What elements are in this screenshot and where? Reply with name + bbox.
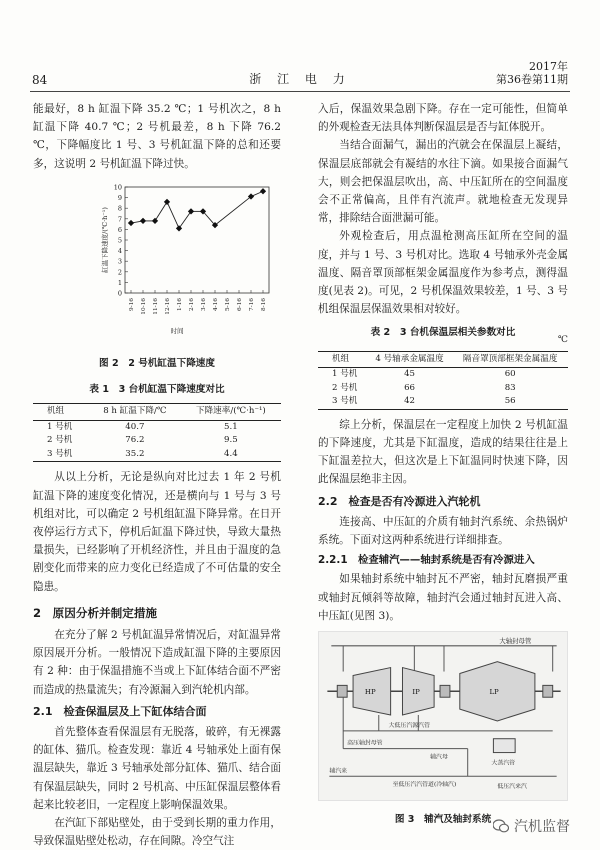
- y-tick-label: 9: [117, 193, 122, 202]
- table-row: [318, 368, 568, 382]
- bearing-shape: [440, 685, 450, 697]
- table-cell: 45: [404, 369, 415, 380]
- table-header: 8 h 缸温下降/℃: [89, 404, 181, 421]
- x-tick-label: 7-16: [249, 297, 255, 311]
- y-tick-label: 3: [117, 257, 122, 266]
- subsection-title: 2.1 检查保温层及上下缸体结合面: [33, 704, 207, 718]
- label-lp: LP: [489, 688, 499, 697]
- section-title: 2 原因分析并制定措施: [33, 605, 158, 620]
- subsection-title: 2.2 检查是否有冷源进入汽轮机: [318, 494, 481, 508]
- table-cell: 42: [367, 395, 453, 409]
- left-column: [33, 100, 281, 850]
- series-line-segment: [203, 211, 215, 225]
- paragraph: 从以上分析，无论是纵向对比过去 1 年 2 号机缸温下降的速度变化情况，还是横向与 1 号与 3 号机组对比，可以确定 2 号机组缸温下降异常。在日开夜停运行方式下，停机后缸温下降过快，导致大量热量损失，已经影响了开机经济性，并且由于温度的急剧变化而带来的应力变化已经造成了不可估量的安全隐患。: [33, 471, 281, 593]
- x-tick-label: 3-16: [201, 297, 207, 311]
- x-tick-label: 1-16: [177, 297, 183, 311]
- paragraph: 当结合面漏气，漏出的汽就会在保温层上凝结，保温层底部就会有凝结的水往下滴。如果接合面漏气大，则会把保温层吹出，高、中压缸所在的空间温度会不正常偏高，且伴有汽流声。就地检查无发现异常，排除结合面泄漏可能。: [318, 139, 568, 225]
- data-point: [260, 188, 266, 194]
- label-hp: HP: [364, 688, 376, 697]
- paragraph: 外观检查后，用点温枪测高压缸所在空间的温度，并与 1 号、3 号机对比。选取 4 号轴承外壳金属温度、隔音罩顶部框架金属温度作为参考点，测得温度(见表 2)。可见，2 号机保温效果较差，1 号、3 号机组保温层保温效果相对较好。: [318, 230, 568, 316]
- table-header: 4 号轴承金属温度: [367, 351, 453, 368]
- y-tick-label: 6: [117, 225, 122, 234]
- table-cell: 40.7: [125, 421, 145, 432]
- x-tick-label: 12-16: [165, 297, 171, 315]
- right-column: [318, 100, 568, 833]
- y-tick-label: 2: [117, 268, 122, 277]
- plot-frame: [125, 187, 269, 293]
- x-tick-label: 11-16: [153, 297, 159, 315]
- watermark-text: 汽机监督: [514, 819, 570, 835]
- table-header: 下降速率/(℃·h⁻¹): [181, 404, 281, 421]
- data-point: [128, 220, 134, 226]
- series-line-segment: [167, 202, 179, 229]
- x-tick-label: 6-16: [237, 297, 243, 311]
- watermark: [493, 816, 570, 836]
- table-2-unit: ℃: [557, 334, 568, 345]
- y-tick-label: 0: [117, 289, 122, 298]
- table-cell: 66: [404, 382, 415, 393]
- wechat-icon: [493, 819, 509, 833]
- data-point: [140, 218, 146, 224]
- table-cell: 35.2: [89, 448, 181, 462]
- table-header: 机组: [318, 351, 367, 368]
- y-tick-label: 10: [113, 183, 122, 192]
- table-row: [33, 420, 281, 434]
- y-tick-label: 5: [117, 236, 122, 245]
- series-line-segment: [155, 202, 167, 221]
- table-cell: 1 号机: [332, 369, 358, 380]
- table-1-caption: 表 1 3 台机缸温下降速度对比: [89, 384, 225, 396]
- paragraph: 在充分了解 2 号机缸温异常情况后，对缸温异常原因展开分析。一般情况下造成缸温下降的主要原因有 2 种：由于保温措施不当或上下缸体结合面不严密而造成的热量流失；有冷源漏入到汽轮机内部。: [33, 629, 281, 696]
- x-tick-label: 10-16: [141, 297, 147, 315]
- label-aux-steam: 辅汽母: [430, 754, 448, 761]
- table-cell: 2 号机: [332, 382, 358, 393]
- figure-3-caption: 图 3 辅汽及轴封系统: [394, 814, 492, 826]
- table-row: [33, 448, 281, 462]
- label-low-steam: 大蒸汽管: [491, 760, 516, 767]
- y-tick-label: 4: [117, 246, 122, 255]
- label-to-lp: 至低压汽汽管道(冷轴汽): [392, 782, 457, 789]
- table-row: [318, 395, 568, 409]
- x-tick-label: 8-16: [261, 297, 267, 311]
- steam-seal-diagram: [318, 631, 568, 801]
- table-cell: 56: [452, 395, 568, 409]
- x-tick-label: 4-16: [213, 297, 219, 311]
- journal-name: 浙 江 电 力: [249, 72, 351, 86]
- subsubsection-title: 2.2.1 检查辅汽——轴封系统是否有冷源进入: [318, 554, 535, 567]
- x-tick-label: 2-16: [189, 297, 195, 311]
- table-cell: 60: [504, 369, 516, 380]
- figure-2: [33, 173, 281, 373]
- line-chart: [33, 173, 281, 345]
- table-2: [318, 351, 568, 410]
- valve-box: [493, 739, 515, 753]
- x-axis-label: 时间: [170, 326, 184, 335]
- data-point: [188, 208, 194, 214]
- data-point: [164, 199, 170, 205]
- table-header: 机组: [33, 404, 89, 421]
- paragraph: 综上分析，保温层在一定程度上加快 2 号机缸温的下降速度，尤其是下缸温度，造成的结果往往是上下缸温差拉大，但这次是上下缸温同时快速下降，因此保温层绝非主因。: [318, 418, 568, 486]
- table-cell: 5.1: [224, 421, 238, 432]
- issue-year: 2017年: [529, 60, 568, 73]
- paragraph: 在汽缸下部贴壁处，由于受到长期的重力作用，导致保温贴壁处松动，存在间隙。冷空气注: [33, 817, 281, 848]
- paragraph: 能最好，8 h 缸温下降 35.2 ℃；1 号机次之，8 h 缸温下降 40.7 ℃；2 号机最差，8 h 下降 76.2 ℃，下降幅度比 1 号、3 号机缸温下降的总和还要多，这说明 2 号机缸温下降过快。: [33, 103, 281, 170]
- label-main-steam: 大轴封母管: [499, 636, 532, 645]
- y-axis-label: 缸温下降速度/(℃·h⁻¹): [101, 206, 109, 273]
- paragraph: 如果轴封系统中轴封瓦不严密，轴封瓦磨损严重或轴封瓦倾斜等故障，轴封汽会通过轴封瓦进入高、中压缸(见图 3)。: [318, 573, 568, 622]
- issue-volume: 第36卷第11期: [496, 73, 568, 86]
- table-cell: 3 号机: [33, 448, 89, 462]
- label-aux-steam-in: 辅汽来: [329, 768, 348, 775]
- table-cell: 4.4: [181, 448, 281, 462]
- table-cell: 83: [504, 382, 516, 393]
- label-lp-steam-source: 大低压汽源汽管: [388, 722, 431, 729]
- table-2-caption: 表 2 3 台机保温层相关参数对比: [370, 327, 516, 339]
- table-header: 隔音罩顶部框架金属温度: [452, 351, 568, 368]
- label-ip: IP: [412, 688, 420, 697]
- table-row: [33, 434, 281, 448]
- x-tick-label: 5-16: [225, 297, 231, 311]
- paragraph: 入后，保温效果急剧下降。存在一定可能性，但简单的外观检查无法具体判断保温层是否与缸体脱开。: [318, 103, 568, 134]
- series-line-segment: [179, 211, 191, 228]
- table-cell: 9.5: [224, 435, 238, 446]
- table-cell: 1 号机: [47, 421, 73, 432]
- bearing-shape: [337, 685, 347, 697]
- label-hp-seal-header: 高压轴封母管: [347, 740, 383, 747]
- page-number: 84: [32, 73, 48, 87]
- paragraph: 连接高、中压缸的介质有轴封汽系统、余热锅炉系统。下面对这两种系统进行详细排查。: [318, 515, 568, 547]
- table-cell: 2 号机: [47, 435, 73, 446]
- table-cell: 76.2: [125, 435, 145, 446]
- table-cell: 3 号机: [318, 395, 367, 409]
- page-header: [30, 58, 570, 92]
- y-tick-label: 1: [117, 278, 122, 287]
- figure-3: [318, 625, 568, 829]
- figure-2-caption: 图 2 2 号机缸温下降速度: [99, 358, 215, 370]
- table-row: [318, 382, 568, 396]
- bearing-shape: [543, 685, 553, 697]
- y-tick-label: 7: [117, 215, 122, 224]
- data-point: [152, 218, 158, 224]
- paragraph: 首先整体查看保温层有无脱落，破碎，有无裸露的缸体、猫爪。检查发现：靠近 4 号轴承处上面有保温层缺失，靠近 3 号轴承处部分缸体、猫爪、结合面有保温层缺失，同时 2 号机高、中压缸保温层整体看起来比较老旧，一定程度上影响保温效果。: [33, 726, 281, 811]
- table-1: [33, 403, 281, 462]
- series-line-segment: [215, 196, 251, 225]
- label-lp-aux: 低压汽来汽: [497, 784, 527, 791]
- x-tick-label: 9-16: [129, 297, 135, 311]
- data-point: [176, 225, 182, 231]
- y-tick-label: 8: [117, 204, 122, 213]
